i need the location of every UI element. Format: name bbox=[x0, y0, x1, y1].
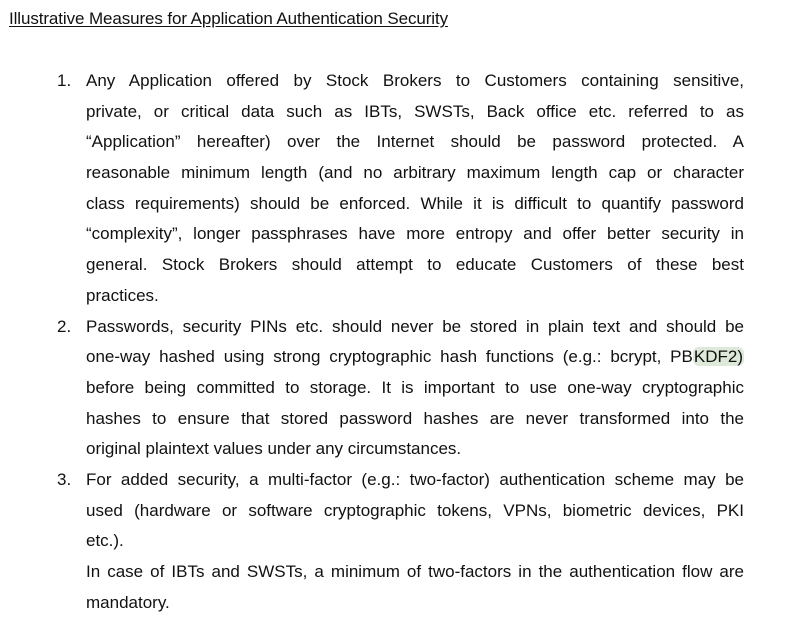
text-line: practices. bbox=[86, 285, 159, 305]
text-line: Passwords, security PINs etc. should never be stored in plain text and should be bbox=[86, 316, 744, 336]
item-number: 1. bbox=[57, 71, 72, 90]
text-segment: one-way hashed using strong cryptographic hash functions (e.g.: bcrypt, PB bbox=[86, 347, 693, 367]
text-line: hashes to ensure that stored password hashes are never transformed into the bbox=[86, 408, 744, 428]
text-line: private, or critical data such as IBTs, SWSTs, Back office etc. referred to as bbox=[86, 101, 744, 121]
item-number: 3. bbox=[57, 469, 72, 489]
text-line bbox=[86, 342, 744, 373]
document-title: Illustrative Measures for Application Authentication Security bbox=[9, 9, 448, 28]
text-line: “complexity”, longer passphrases have more entropy and offer better security in bbox=[86, 224, 744, 244]
text-line: Any Application offered by Stock Brokers to Customers containing sensitive, bbox=[86, 71, 744, 90]
list-item-2 bbox=[57, 312, 744, 465]
text-line: “Application” hereafter) over the Internet should be password protected. A bbox=[86, 132, 744, 152]
text-line: For added security, a multi-factor (e.g.: two-factor) authentication scheme may be bbox=[86, 469, 744, 489]
measures-list bbox=[57, 66, 744, 618]
text-line: general. Stock Brokers should attempt to educate Customers of these best bbox=[86, 255, 744, 275]
text-highlight: KDF2) bbox=[693, 347, 743, 367]
item-number: 2. bbox=[57, 316, 72, 336]
text-line: In case of IBTs and SWSTs, a minimum of two-factors in the authentication flow are bbox=[86, 562, 744, 581]
text-line: etc.). bbox=[86, 531, 124, 551]
list-item-1 bbox=[57, 66, 744, 312]
list-item-3 bbox=[57, 465, 744, 618]
text-line: mandatory. bbox=[86, 592, 170, 612]
text-line: before being committed to storage. It is important to use one-way cryptographic bbox=[86, 377, 744, 397]
text-line: reasonable minimum length (and no arbitrary maximum length cap or character bbox=[86, 163, 744, 183]
text-line: used (hardware or software cryptographic tokens, VPNs, biometric devices, PKI bbox=[86, 500, 744, 520]
text-line: original plaintext values under any circumstances. bbox=[86, 439, 462, 459]
text-line: class requirements) should be enforced. While it is difficult to quantify password bbox=[86, 193, 744, 213]
